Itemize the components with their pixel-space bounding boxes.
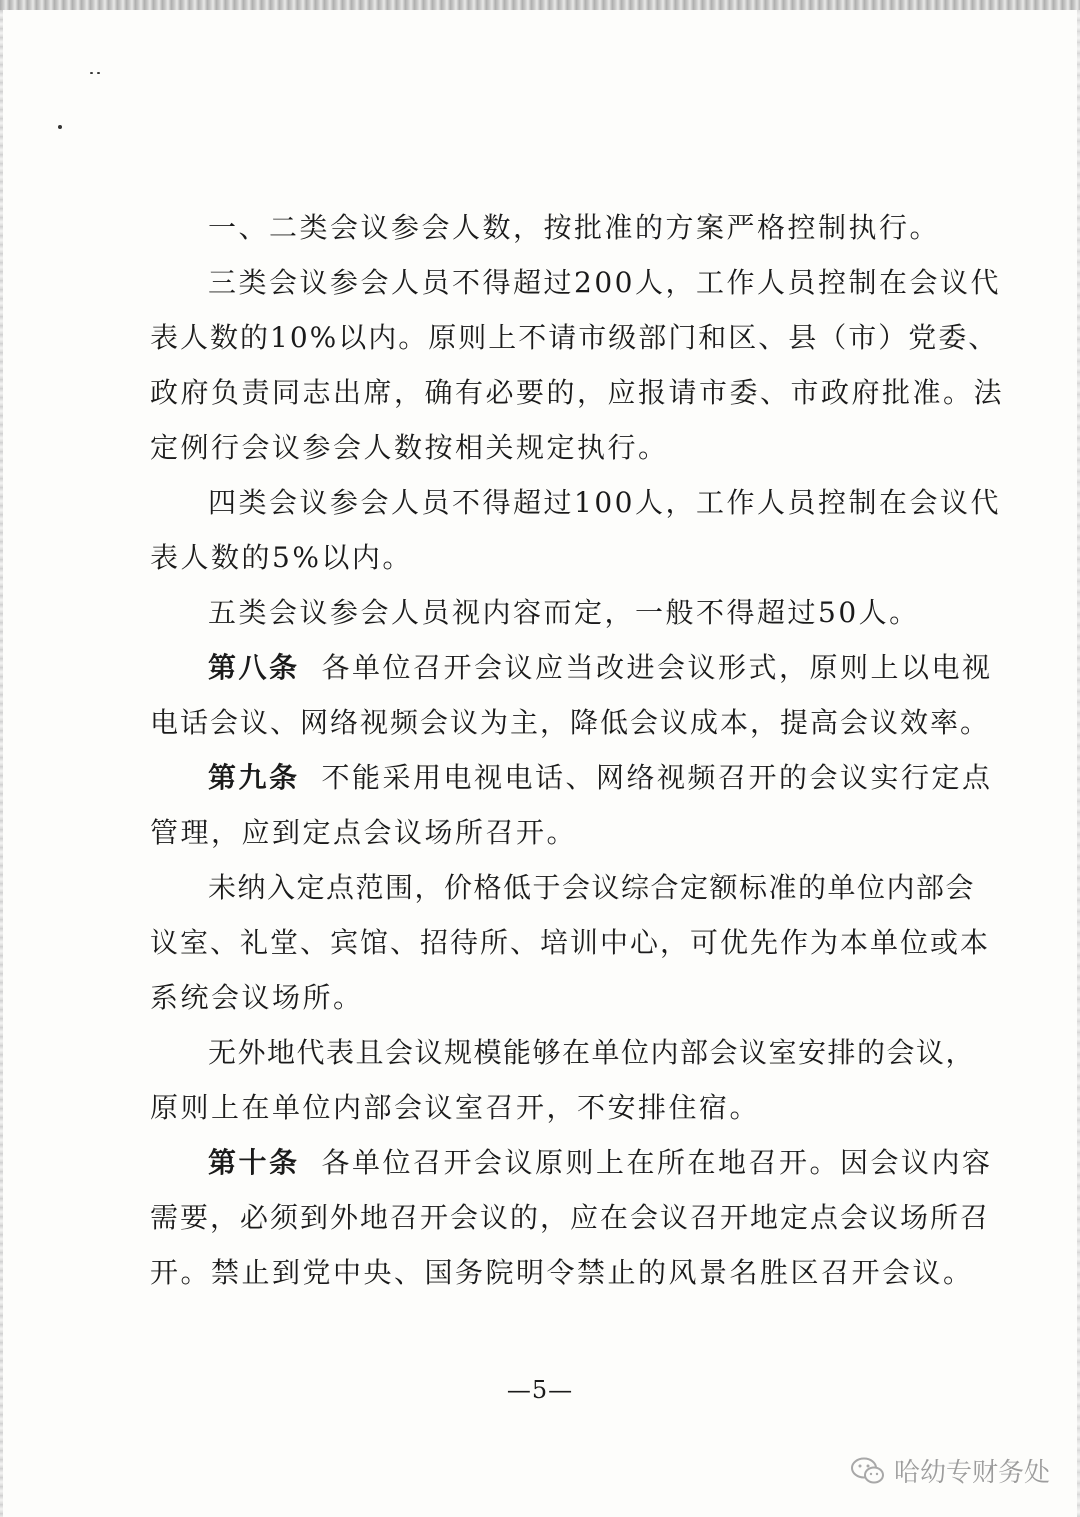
text-line: 表人数的10%以内。原则上不请市级部门和区、县（市）党委、: [150, 321, 999, 354]
text-line: 开。禁止到党中央、国务院明令禁止的风景名胜区召开会议。: [150, 1256, 974, 1289]
text-line: 定例行会议参会人数按相关规定执行。: [150, 431, 669, 464]
article-9: [150, 750, 993, 860]
text-line: 管理，应到定点会议场所召开。: [150, 816, 578, 849]
text-line: [150, 750, 993, 805]
paragraph: [150, 255, 1005, 475]
paragraph: [150, 200, 950, 255]
text-line: 系统会议场所。: [150, 981, 364, 1014]
article-10: [150, 1135, 993, 1300]
paragraph: [150, 860, 991, 1025]
article-text: 各单位召开会议应当改进会议形式，原则上以电视: [321, 651, 993, 684]
text-line: 五类会议参会人员视内容而定，一般不得超过50人。: [208, 596, 920, 629]
text-line: 需要，必须到外地召开会议的，应在会议召开地定点会议场所召: [150, 1201, 991, 1234]
wechat-icon: [850, 1456, 886, 1486]
text-line: 议室、礼堂、宾馆、招待所、培训中心，可优先作为本单位或本: [150, 926, 991, 959]
scan-speck: [58, 125, 62, 129]
text-line: 一、二类会议参会人数，按批准的方案严格控制执行。: [208, 211, 941, 244]
watermark: [850, 1452, 1050, 1489]
scan-edge-top: [0, 0, 1080, 10]
article-heading: 第九条: [208, 761, 300, 794]
text-line: 四类会议参会人员不得超过100人，工作人员控制在会议代: [208, 486, 1001, 519]
text-line: 原则上在单位内部会议室召开，不安排住宿。: [150, 1091, 761, 1124]
text-line: 三类会议参会人员不得超过200人，工作人员控制在会议代: [208, 266, 1001, 299]
text-line: 政府负责同志出席，确有必要的，应报请市委、市政府批准。法: [150, 376, 1005, 409]
text-line: 表人数的5%以内。: [150, 541, 413, 574]
text-line: 未纳入定点范围，价格低于会议综合定额标准的单位内部会: [208, 871, 976, 904]
text-line: 无外地代表且会议规模能够在单位内部会议室安排的会议，: [208, 1036, 976, 1069]
text-line: [150, 640, 993, 695]
scan-speck: [90, 72, 93, 74]
paragraph: [150, 1025, 976, 1135]
article-heading: 第八条: [208, 651, 300, 684]
text-line: 电话会议、网络视频会议为主，降低会议成本，提高会议效率。: [150, 706, 991, 739]
scan-edge-left: [0, 10, 3, 1517]
paragraph: [150, 475, 1001, 585]
watermark-text: 哈幼专财务处: [893, 1458, 1050, 1488]
article-text: 各单位召开会议原则上在所在地召开。因会议内容: [321, 1146, 993, 1179]
article-8: [150, 640, 993, 750]
scan-speck: [97, 72, 100, 74]
paragraph: [150, 585, 950, 640]
page-number: —5—: [506, 1376, 574, 1404]
article-text: 不能采用电视电话、网络视频召开的会议实行定点: [321, 761, 993, 794]
text-line: [150, 1135, 993, 1190]
document-body: [150, 200, 1005, 1300]
article-heading: 第十条: [208, 1146, 300, 1179]
